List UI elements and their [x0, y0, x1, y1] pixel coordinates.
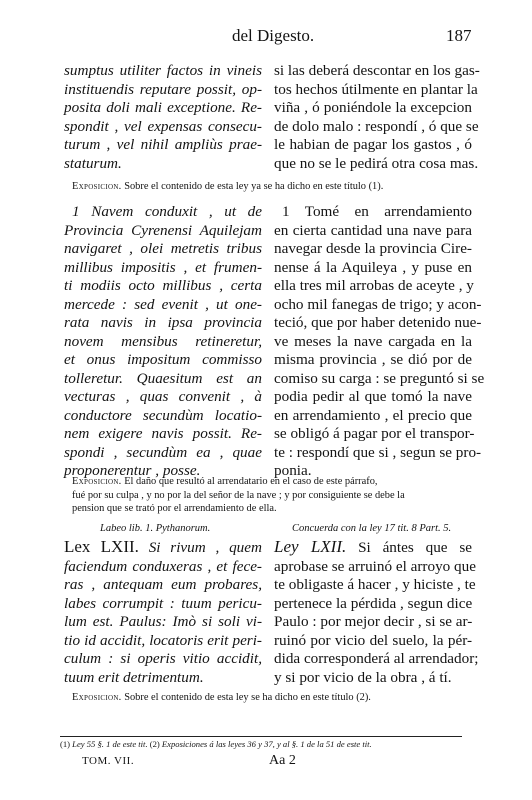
latin-line: spondit , vel expensas consecu-: [64, 117, 262, 135]
spanish-line: ruinó por vicio del suelo, la pér-: [274, 631, 472, 649]
footnote-marker: (1): [60, 739, 73, 749]
spanish-line: nense á la Aquileya , y puse en: [274, 258, 472, 276]
latin-line: ras , antequam eum probares,: [64, 576, 262, 593]
volume-label: TOM. VII.: [82, 755, 135, 767]
spanish-line: comiso su carga : se preguntó si se: [274, 369, 485, 387]
spanish-line: si las deberá descontar en los gas-: [274, 62, 480, 79]
footnote-rule: [60, 736, 462, 737]
spanish-line: misma provincia , se dió por de: [274, 351, 472, 368]
spanish-line: dida corresponderá al arrendador;: [274, 650, 479, 667]
spanish-line: ella tres mil arrobas de aceyte , y: [274, 277, 474, 294]
latin-line: millibus impositis , et frumen-: [64, 258, 262, 276]
spanish-line: ve meses la nave cargada en la: [274, 332, 472, 350]
spanish-line: le habian de pagar los gastos , ó: [274, 136, 472, 153]
latin-line: turum , vel nihil ampliùs prae-: [64, 136, 262, 153]
spanish-line: pertenece la pérdida , segun dice: [274, 594, 473, 612]
latin-line: navigaret , olei metretis tribus: [64, 240, 262, 257]
page-header: [0, 20, 532, 50]
spanish-line: tos hechos útilmente en plantar la: [274, 80, 478, 98]
running-title: del Digesto.: [232, 26, 315, 45]
latin-line: lum est. Paulus: Imò si soli vi-: [64, 613, 262, 630]
exposition-text: Sobre el contenido de esta ley ya se ha dicho en este título (1).: [124, 181, 384, 192]
latin-line: 1 Navem conduxit , ut de: [72, 203, 262, 220]
latin-line: spondi , secundùm ea , quae: [64, 443, 262, 461]
spanish-line: y si por vicio de la obra , á tí.: [274, 668, 452, 686]
latin-line: novem mensibus retineretur,: [64, 332, 262, 350]
exposition-3: [72, 691, 452, 705]
latin-line: Provincia Cyrenensi Aquilejam: [64, 221, 262, 239]
spanish-line: te : respondí que si , segun se pro-: [274, 443, 482, 461]
spanish-line: teció, que por haber detenido nue-: [274, 314, 482, 331]
spanish-line: navegar desde la provincia Cire-: [274, 240, 472, 257]
spanish-line: ocho mil fanegas de trigo; y acon-: [274, 295, 482, 313]
signature-mark: Aa 2: [269, 753, 296, 768]
source-caption: Labeo lib. 1. Pythanorum.: [100, 523, 211, 534]
latin-line: ti modiis octo millibus , certa: [64, 277, 262, 294]
spanish-column-3: [274, 537, 479, 687]
latin-line: tuum erit detrimentum.: [64, 668, 204, 686]
latin-line: faciendum conduxeras , et fece-: [64, 557, 262, 575]
latin-line-text: Si rivum , quem: [138, 539, 262, 556]
latin-column-2: [64, 203, 262, 481]
latin-line: et onus impositum commisso: [64, 351, 262, 368]
latin-line: [64, 538, 262, 558]
footnote-text: Ley 55 §. 1 de este tit.: [72, 739, 148, 749]
exposition-text: Sobre el contenido de esta ley se ha dicho en este título (2).: [124, 692, 371, 703]
latin-line: instituendis reputare possit, op-: [64, 80, 262, 98]
spanish-line: podia pedir al que tomó la nave: [274, 388, 472, 405]
spanish-line: que no se le pedirá otra cosa mas.: [274, 154, 479, 172]
exposition-line: pension que se trató por el arrendamiento de ella.: [72, 503, 277, 514]
latin-line: labes corrumpit : tuum pericu-: [64, 594, 262, 612]
exposition-1: [72, 180, 452, 194]
spanish-line: aprobase se arruinó el arroyo que: [274, 557, 476, 575]
spanish-line: [274, 538, 472, 558]
spanish-line-text: Si ántes que se: [346, 539, 473, 556]
latin-line: proponerentur , posse.: [64, 462, 201, 479]
spanish-line: en cierta cantidad una nave para: [274, 221, 472, 239]
exposition-label: Exposicion.: [72, 181, 122, 192]
latin-line: sumptus utiliter factos in vineis: [64, 62, 262, 79]
spanish-line: te obligaste á hacer , y hiciste , te: [274, 576, 476, 593]
footnotes: [60, 739, 462, 750]
latin-line: culum : si operis vitio accidit,: [64, 650, 262, 667]
latin-line: conductore secundùm locatio-: [64, 406, 262, 424]
footnote-marker: (2): [147, 739, 162, 749]
page-number: 187: [446, 26, 472, 45]
latin-line: staturum.: [64, 154, 122, 172]
spanish-line: en arrendamiento , el precio que: [274, 406, 472, 424]
spanish-column-2: [274, 203, 485, 481]
spanish-line: se obligó á pagar por el transpor-: [274, 425, 475, 442]
spanish-line: Paulo : por mejor decir , si se ar-: [274, 613, 473, 630]
concordance-caption: Concuerda con la ley 17 tit. 8 Part. 5.: [292, 523, 452, 534]
spanish-line: ponia.: [274, 462, 312, 479]
exposition-2: [72, 475, 452, 516]
exposition-label: Exposicion.: [72, 476, 122, 487]
exposition-label: Exposicion.: [72, 692, 122, 703]
latin-line: vecturas , quas convenit , à: [64, 388, 262, 405]
law-heading: Ley LXII.: [274, 537, 347, 556]
latin-line: tolleretur. Quaesitum est an: [64, 369, 262, 387]
footnote-text: Exposiciones á las leyes 36 y 37, y al §. 1 de la 51 de este tit.: [161, 739, 372, 749]
spanish-line: viña , ó poniéndole la excepcion: [274, 99, 472, 116]
latin-line: tio id accidit, locatoris erit peri-: [64, 631, 262, 649]
spanish-line: 1 Tomé en arrendamiento: [282, 203, 472, 220]
exposition-text: El daño que resultó al arrendatario en el caso de este párrafo,: [124, 476, 378, 487]
latin-column-1: [64, 62, 262, 173]
spanish-line: de dolo malo : respondí , ó que se: [274, 117, 479, 135]
latin-line: nem exigere navis possit. Re-: [64, 425, 262, 442]
law-heading: Lex LXII.: [64, 537, 139, 556]
exposition-line: [72, 475, 452, 489]
exposition-line: fué por su culpa , y no por la del señor de la nave ; y por consiguiente se debe la: [72, 489, 405, 501]
spanish-column-1: [274, 62, 480, 173]
latin-line: posita doli mali exceptione. Re-: [64, 99, 262, 116]
latin-line: mercede : sed evenit , ut one-: [64, 295, 262, 313]
latin-line: rata navis in ipsa provincia: [64, 314, 262, 331]
latin-column-3: [64, 538, 262, 687]
